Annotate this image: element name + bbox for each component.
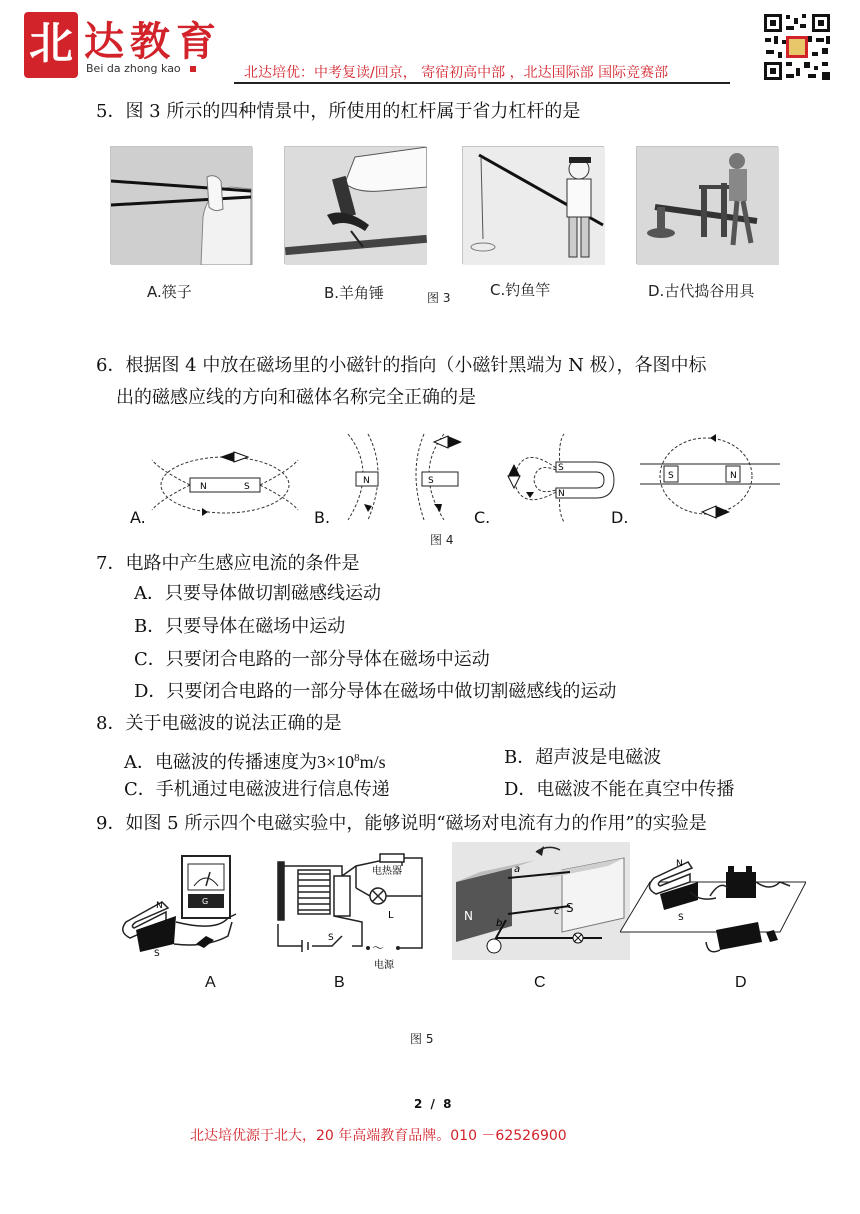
q6-option-c: C.: [474, 508, 491, 527]
q5-option-c: C.钓鱼竿: [490, 281, 551, 299]
q8-option-a-exponent: 8: [354, 752, 360, 764]
figure-3-caption: 图 3: [427, 291, 451, 305]
question-8-text: 8．关于电磁波的说法正确的是: [96, 713, 342, 734]
q6-option-d: D.: [611, 508, 629, 527]
question-5-text: 5．图 3 所示的四种情景中，所使用的杠杆属于省力杠杆的是: [96, 101, 581, 122]
wire-a-label: a: [514, 864, 521, 875]
wire-b-label: b: [496, 918, 503, 929]
footer-tagline: 北达培优源于北大，20 年高端教育品牌。010 －62526900: [190, 1128, 567, 1144]
exp-a-s-label: S: [154, 949, 160, 959]
magnet-a-n-label: N: [200, 482, 207, 492]
header-slogan: 北达培优：中考复读/回京， 寄宿初高中部 ，北达国际部 国际竞赛部: [244, 65, 669, 81]
q7-option-b: B．只要导体在磁场中运动: [134, 616, 346, 637]
q5-option-d: D.古代捣谷用具: [648, 282, 755, 300]
magnet-c-n-label: N: [558, 489, 565, 499]
fishing-rod-image: [462, 146, 604, 264]
magnet-b-s-label: S: [428, 476, 434, 486]
question-6-line-2: 出的磁感应线的方向和磁体名称完全正确的是: [116, 387, 476, 408]
question-9-text: 9．如图 5 所示四个电磁实验中，能够说明“磁场对电流有力的作用”的实验是: [96, 813, 707, 834]
exp-label-c: C: [534, 974, 546, 991]
qr-code-icon: [762, 12, 832, 82]
heater-label: 电热器: [372, 866, 402, 877]
q7-option-c: C．只要闭合电路的一部分导体在磁场中运动: [134, 649, 490, 670]
header: [0, 0, 860, 90]
q8-option-d: D．电磁波不能在真空中传播: [504, 779, 735, 800]
q8-option-a-unit: m/s: [359, 752, 386, 772]
page-current: 2: [414, 1097, 423, 1111]
q8-option-a-value: 3×10: [317, 752, 355, 772]
q6-option-b: B.: [314, 508, 331, 527]
q5-option-a: A.筷子: [147, 283, 192, 301]
q7-option-a: A．只要导体做切割磁感线运动: [134, 583, 381, 604]
magnet-b-n-label: N: [363, 476, 370, 486]
q6-option-a: A.: [130, 508, 146, 527]
magnet-a-s-label: S: [244, 482, 250, 492]
wire-c-label: c: [554, 906, 560, 917]
ac-symbol: ～: [372, 941, 385, 955]
magnet-diagram-d: [640, 430, 780, 524]
exp-a-n-label: N: [156, 901, 163, 911]
q5-option-b: B.羊角锤: [324, 284, 385, 302]
q8-option-c: C．手机通过电磁波进行信息传递: [124, 779, 390, 800]
exp-c-s-label: S: [566, 901, 574, 915]
magnet-c-s-label: S: [558, 463, 564, 473]
magnet-diagram-b: [334, 432, 480, 524]
logo-glyph: 北: [29, 18, 73, 69]
q8-option-a: [124, 743, 386, 778]
logo-badge: [24, 12, 78, 78]
magnet-d-n-label: N: [730, 471, 737, 481]
exp-label-d: D: [735, 974, 747, 991]
experiment-b-diagram: [272, 852, 432, 972]
exp-label-b: B: [334, 974, 345, 991]
experiment-d-diagram: [620, 852, 806, 964]
power-source-label: 电源: [374, 960, 394, 971]
galvanometer-g-label: G: [202, 897, 209, 906]
exp-label-a: A: [205, 974, 216, 991]
figure-4-caption: 图 4: [430, 533, 454, 547]
page-number: [414, 1097, 451, 1111]
magnet-diagram-a: [150, 440, 300, 524]
question-6-line-1: 6．根据图 4 中放在磁场里的小磁针的指向（小磁针黑端为 N 极），各图中标: [96, 355, 707, 376]
exp-d-s-label: S: [678, 913, 684, 923]
brand-pinyin-text: Bei da zhong kao: [86, 62, 181, 75]
page-total: 8: [443, 1097, 452, 1111]
experiment-c-diagram: [452, 842, 630, 960]
question-7-text: 7．电路中产生感应电流的条件是: [96, 553, 360, 574]
exp-d-n-label: N: [676, 859, 683, 869]
figure-5-caption: 图 5: [410, 1032, 434, 1046]
lamp-l-label: L: [388, 910, 394, 921]
q7-option-d: D．只要闭合电路的一部分导体在磁场中做切割磁感线的运动: [134, 681, 617, 702]
grain-pounder-image: [636, 146, 778, 264]
claw-hammer-image: [284, 146, 426, 264]
exp-c-n-label: N: [464, 909, 473, 923]
q8-option-b: B．超声波是电磁波: [504, 747, 662, 768]
page-separator: /: [430, 1097, 435, 1111]
q8-option-a-prefix: A．电磁波的传播速度为: [124, 752, 317, 773]
experiment-a-diagram: [116, 852, 250, 960]
brand-pinyin: [86, 62, 196, 75]
switch-s-label: S: [328, 933, 334, 943]
magnet-d-s-label: S: [668, 471, 674, 481]
brand-name: 达教育: [84, 18, 222, 65]
chopsticks-image: [110, 146, 252, 264]
brand-square-icon: [190, 66, 196, 72]
header-rule: [234, 82, 730, 84]
